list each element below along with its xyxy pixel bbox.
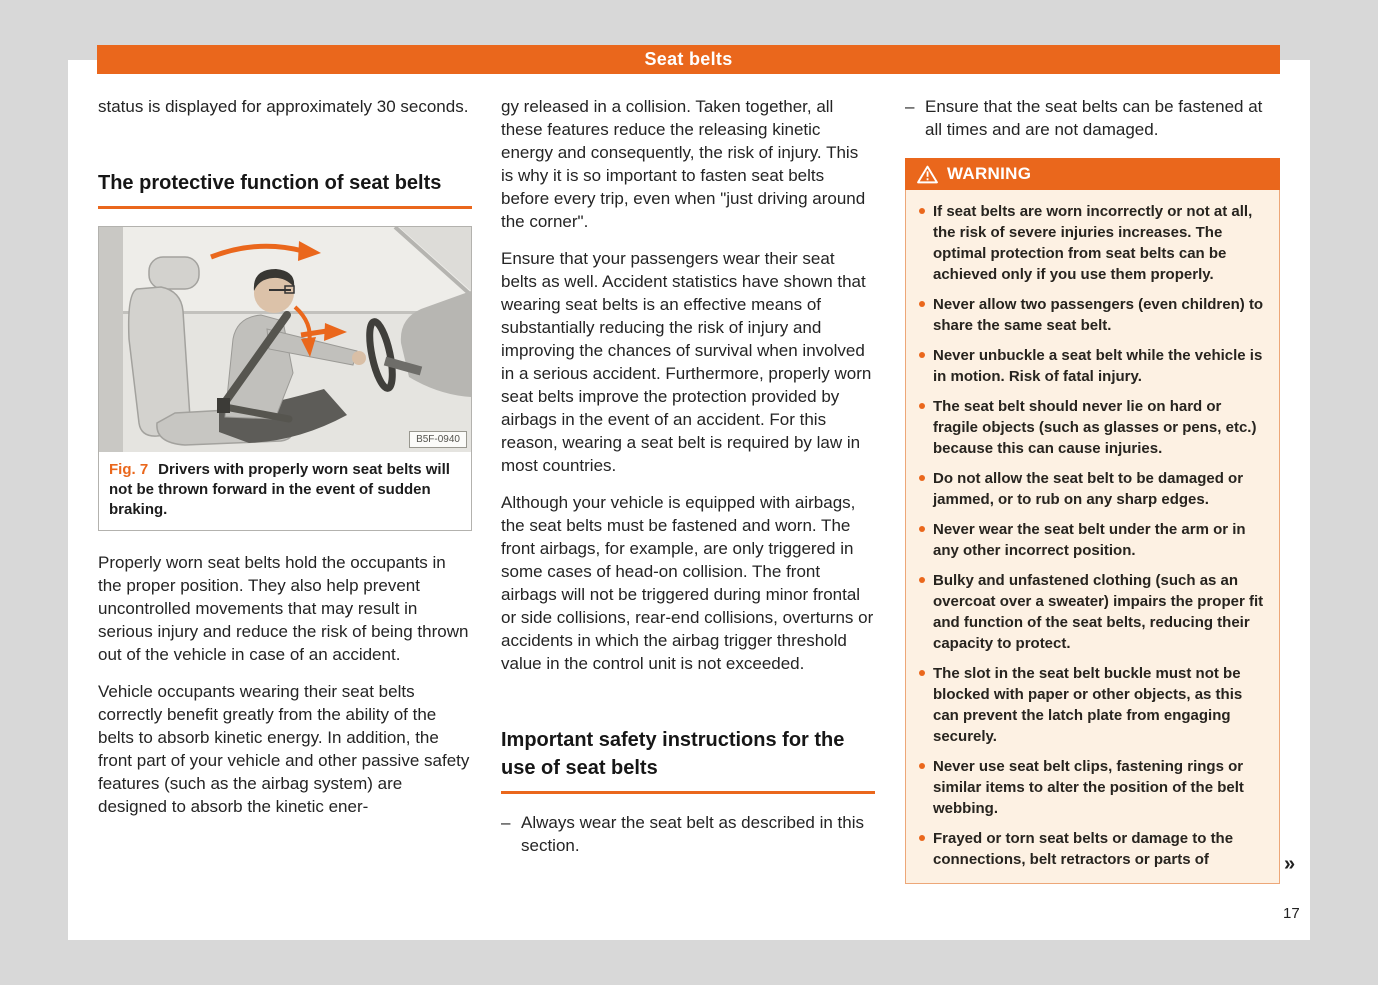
warning-item: If seat belts are worn incorrectly or not at all, the risk of severe injuries increases. The optimal protection from seat belts can be achieved only if you use them properly. xyxy=(918,201,1267,285)
list-item xyxy=(501,811,875,857)
warning-item: Bulky and unfastened clothing (such as an overcoat over a sweater) impairs the proper fit and function of the seat belts, reducing their capacity to protect. xyxy=(918,570,1267,654)
paragraph: Ensure that your passengers wear their seat belts as well. Accident statistics have shown that wearing seat belts is an effective means of substantially reducing the risk of injury and improving the chances of survival when involved in a serious accident. Furthermore, properly worn seat belts improve the protection provided by airbags in the event of an accident. For this reason, wearing a seat belt is required by law in most countries. xyxy=(501,249,872,475)
warning-box xyxy=(905,158,1280,884)
page-number: 17 xyxy=(1283,905,1300,922)
paragraph: gy released in a collision. Taken together, all these features reduce the releasing kinetic energy and consequently, the risk of injury. This is why it is so important to fasten seat belts before every trip, even when "just driving around the corner". xyxy=(501,97,866,231)
figure-image xyxy=(99,227,471,452)
warning-item: Never unbuckle a seat belt while the vehicle is in motion. Risk of fatal injury. xyxy=(918,345,1267,387)
page-header xyxy=(97,45,1280,74)
paragraph: Vehicle occupants wearing their seat belts correctly benefit greatly from the ability of the belts to absorb kinetic energy. In addition, the front part of your vehicle and other passive safety features (such as the airbag system) are designed to absorb the kinetic ener- xyxy=(98,682,470,816)
warning-body xyxy=(906,190,1279,883)
column-left xyxy=(98,95,472,832)
column-right xyxy=(905,95,1280,884)
figure-image-code: B5F-0940 xyxy=(409,431,467,448)
warning-item: Never use seat belt clips, fastening rings or similar items to alter the position of the belt webbing. xyxy=(918,756,1267,819)
warning-item: The slot in the seat belt buckle must not be blocked with paper or other objects, as this can prevent the latch plate from engaging securely. xyxy=(918,663,1267,747)
warning-header xyxy=(905,158,1280,190)
list-item-text: Ensure that the seat belts can be fastened at all times and are not damaged. xyxy=(925,97,1263,139)
figure-7 xyxy=(98,226,472,531)
dash-bullet: – xyxy=(905,97,915,116)
driver-seatbelt-illustration xyxy=(99,227,471,452)
column-middle xyxy=(501,95,875,871)
paragraph: Properly worn seat belts hold the occupants in the proper position. They also help prevent uncontrolled movements that may result in serious injury and reduce the risk of being thrown out of the vehicle in case of an accident. xyxy=(98,553,469,664)
list-item xyxy=(905,95,1280,141)
paragraph: Although your vehicle is equipped with airbags, the seat belts must be fastened and worn. The front airbags, for example, are only triggered in some cases of head-on collision. The front airbags will not be triggered during minor frontal or side collisions, rear-end collisions, overturns or accidents in which the airbag trigger threshold value in the control unit is not exceeded. xyxy=(501,493,874,673)
figure-caption xyxy=(99,452,471,530)
page-title: Seat belts xyxy=(644,49,733,69)
section-heading-protective-function: The protective function of seat belts xyxy=(98,169,472,209)
warning-item: The seat belt should never lie on hard or fragile objects (such as glasses or pens, etc.) because this can cause injuries. xyxy=(918,396,1267,459)
section-heading-safety-instructions: Important safety instructions for the use of seat belts xyxy=(501,726,875,794)
warning-item: Never allow two passengers (even children) to share the same seat belt. xyxy=(918,294,1267,336)
figure-caption-text: Drivers with properly worn seat belts will not be thrown forward in the event of sudden braking. xyxy=(109,461,450,518)
warning-title: WARNING xyxy=(947,164,1032,183)
dash-bullet: – xyxy=(501,813,511,832)
warning-item: Frayed or torn seat belts or damage to the connections, belt retractors or parts of xyxy=(918,828,1267,870)
warning-item: Never wear the seat belt under the arm or in any other incorrect position. xyxy=(918,519,1267,561)
paragraph: status is displayed for approximately 30 seconds. xyxy=(98,97,469,116)
list-item-text: Always wear the seat belt as described in this section. xyxy=(521,813,865,855)
warning-triangle-icon xyxy=(917,165,938,184)
continuation-mark: » xyxy=(1284,853,1296,875)
figure-label: Fig. 7 xyxy=(109,461,149,478)
warning-item: Do not allow the seat belt to be damaged or jammed, or to rub on any sharp edges. xyxy=(918,468,1267,510)
